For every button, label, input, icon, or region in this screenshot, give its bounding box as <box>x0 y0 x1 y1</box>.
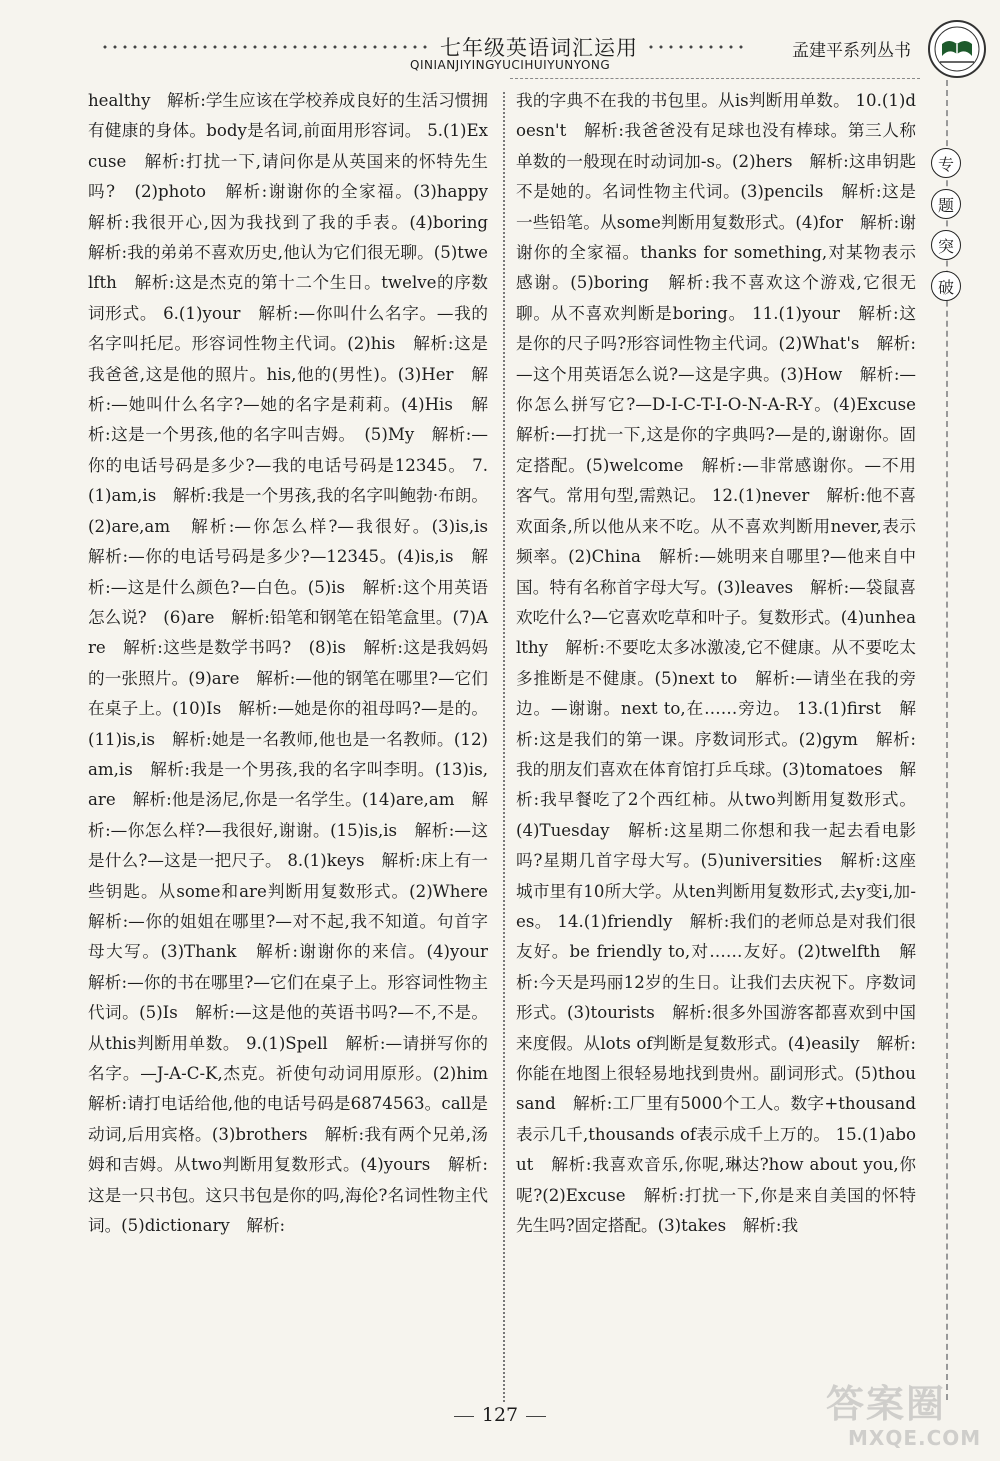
answer-column-left <box>88 86 505 1241</box>
side-section-tabs <box>931 148 963 312</box>
page-header <box>0 0 1000 80</box>
left-column-text: healthy 解析:学生应该在学校养成良好的生活习惯拥有健康的身体。body是名词,前面用形容词。 5.(1)Excuse 解析:打扰一下,请问你是从英国来的怀特先生吗? (2)photo 解析:谢谢你的全家福。(3)happy 解析:我很开心,因为我找到了我的手表。(4)boring 解析:我的弟弟不喜欢历史,他认为它们很无聊。(5)twelfth 解析:这是杰克的第十二个生日。twelve的序数词形式。 6.(1)your 解析:—你叫什么名字。—我的名字叫托尼。形容词性物主代词。(2)his 解析:这是我爸爸,这是他的照片。his,他的(男性)。(3)Her 解析:—她叫什么名字?—她的名字是莉莉。(4)His 解析:这是一个男孩,他的名字叫吉姆。 (5)My 解析:—你的电话号码是多少?—我的电话号码是12345。 7.(1)am,is 解析:我是一个男孩,我的名字叫鲍勃·布朗。(2)are,am 解析:—你怎么样?—我很好。(3)is,is 解析:—你的电话号码是多少?—12345。(4)is,is 解析:—这是什么颜色?—白色。(5)is 解析:这个用英语怎么说? (6)are 解析:铅笔和钢笔在铅笔盒里。(7)Are 解析:这些是数学书吗? (8)is 解析:这是我妈妈的一张照片。(9)are 解析:—他的钢笔在哪里?—它们在桌子上。(10)Is 解析:—她是你的祖母吗?—是的。(11)is,is 解析:她是一名教师,他也是一名教师。(12)am,is 解析:我是一个男孩,我的名字叫李明。(13)is,are 解析:他是汤尼,你是一名学生。(14)are,am 解析:—你怎么样?—我很好,谢谢。(15)is,is 解析:—这是什么?—这是一把尺子。 8.(1)keys 解析:床上有一些钥匙。从some和are判断用复数形式。(2)Where 解析:—你的姐姐在哪里?—对不起,我不知道。句首字母大写。(3)Thank 解析:谢谢你的来信。(4)your 解析:—你的书在哪里?—它们在桌子上。形容词性物主代词。(5)Is 解析:—这是他的英语书吗?—不,不是。从this判断用单数。 9.(1)Spell 解析:—请拼写你的名字。—J-A-C-K,杰克。祈使句动词用原形。(2)him 解析:请打电话给他,他的电话号码是6874563。call是动词,后用宾格。(3)brothers 解析:我有两个兄弟,汤姆和吉姆。从two判断用复数形式。(4)yours 解析:这是一只书包。这只书包是你的吗,海伦?名词性物主代词。(5)dictionary 解析: <box>88 91 505 1236</box>
page-number-value: 127 <box>481 1404 519 1426</box>
book-title-pinyin: QINIANJIYINGYUCIHUIYUNYONG <box>410 58 611 72</box>
dotted-rule-left <box>100 44 430 50</box>
watermark-bottom-text: MXQE.COM <box>848 1426 982 1450</box>
answer-column-right <box>516 86 933 1241</box>
series-name: 孟建平系列丛书 <box>792 41 911 61</box>
dotted-rule-right <box>646 44 746 50</box>
side-tab-char: 突 <box>931 230 961 260</box>
column-divider <box>503 92 505 1402</box>
right-column-text: 我的字典不在我的书包里。从is判断用单数。 10.(1)doesn't 解析:我爸爸没有足球也没有棒球。第三人称单数的一般现在时动词加-s。(2)hers 解析:这串钥匙不是她的。名词性物主代词。(3)pencils 解析:这是一些铅笔。从some判断用复数形式。(4)for 解析:谢谢你的全家福。thanks for something,对某物表示感谢。(5)boring 解析:我不喜欢这个游戏,它很无聊。从不喜欢判断是boring。 11.(1)your 解析:这是你的尺子吗?形容词性物主代词。(2)What's 解析:—这个用英语怎么说?—这是字典。(3)How 解析:—你怎么拼写它?—D-I-C-T-I-O-N-A-R-Y。(4)Excuse 解析:—打扰一下,这是你的字典吗?—是的,谢谢你。固定搭配。(5)welcome 解析:—非常感谢你。—不用客气。常用句型,需熟记。 12.(1)never 解析:他不喜欢面条,所以他从来不吃。从不喜欢判断用never,表示频率。(2)China 解析:—姚明来自哪里?—他来自中国。特有名称首字母大写。(3)leaves 解析:—袋鼠喜欢吃什么?—它喜欢吃草和叶子。复数形式。(4)unhealthy 解析:不要吃太多冰激凌,它不健康。从不要吃太多推断是不健康。(5)next to 解析:—请坐在我的旁边。—谢谢。next to,在……旁边。 13.(1)first 解析:这是我们的第一课。序数词形式。(2)gym 解析:我的朋友们喜欢在体育馆打乒乓球。(3)tomatoes 解析:我早餐吃了2个西红柿。从two判断用复数形式。(4)Tuesday 解析:这星期二你想和我一起去看电影吗?星期几首字母大写。(5)universities 解析:这座城市里有10所大学。从ten判断用复数形式,去y变i,加-es。 14.(1)friendly 解析:我们的老师总是对我们很友好。be friendly to,对……友好。(2)twelfth 解析:今天是玛丽12岁的生日。让我们去庆祝下。序数词形式。(3)tourists 解析:很多外国游客都喜欢到中国来度假。从lots of判断是复数形式。(4)easily 解析:你能在地图上很轻易地找到贵州。副词形式。(5)thousand 解析:工厂里有5000个工人。数字+thousand表示几千,thousands of表示成千上万的。 15.(1)about 解析:我喜欢音乐,你呢,琳达?how about you,你呢?(2)Excuse 解析:打扰一下,你是来自美国的怀特先生吗?固定搭配。(3)takes 解析:我 <box>516 91 933 1236</box>
site-watermark <box>826 1382 996 1458</box>
book-title: 七年级英语词汇运用 <box>440 36 638 60</box>
watermark-top-text: 答案圈 <box>826 1382 947 1426</box>
page-number-dash-left <box>454 1416 474 1417</box>
side-tab-char: 破 <box>931 271 961 301</box>
page-number-dash-right <box>526 1416 546 1417</box>
side-tab-char: 题 <box>931 189 961 219</box>
header-rule <box>510 78 920 79</box>
side-tab-char: 专 <box>931 148 961 178</box>
book-publisher-logo-icon <box>926 18 988 80</box>
